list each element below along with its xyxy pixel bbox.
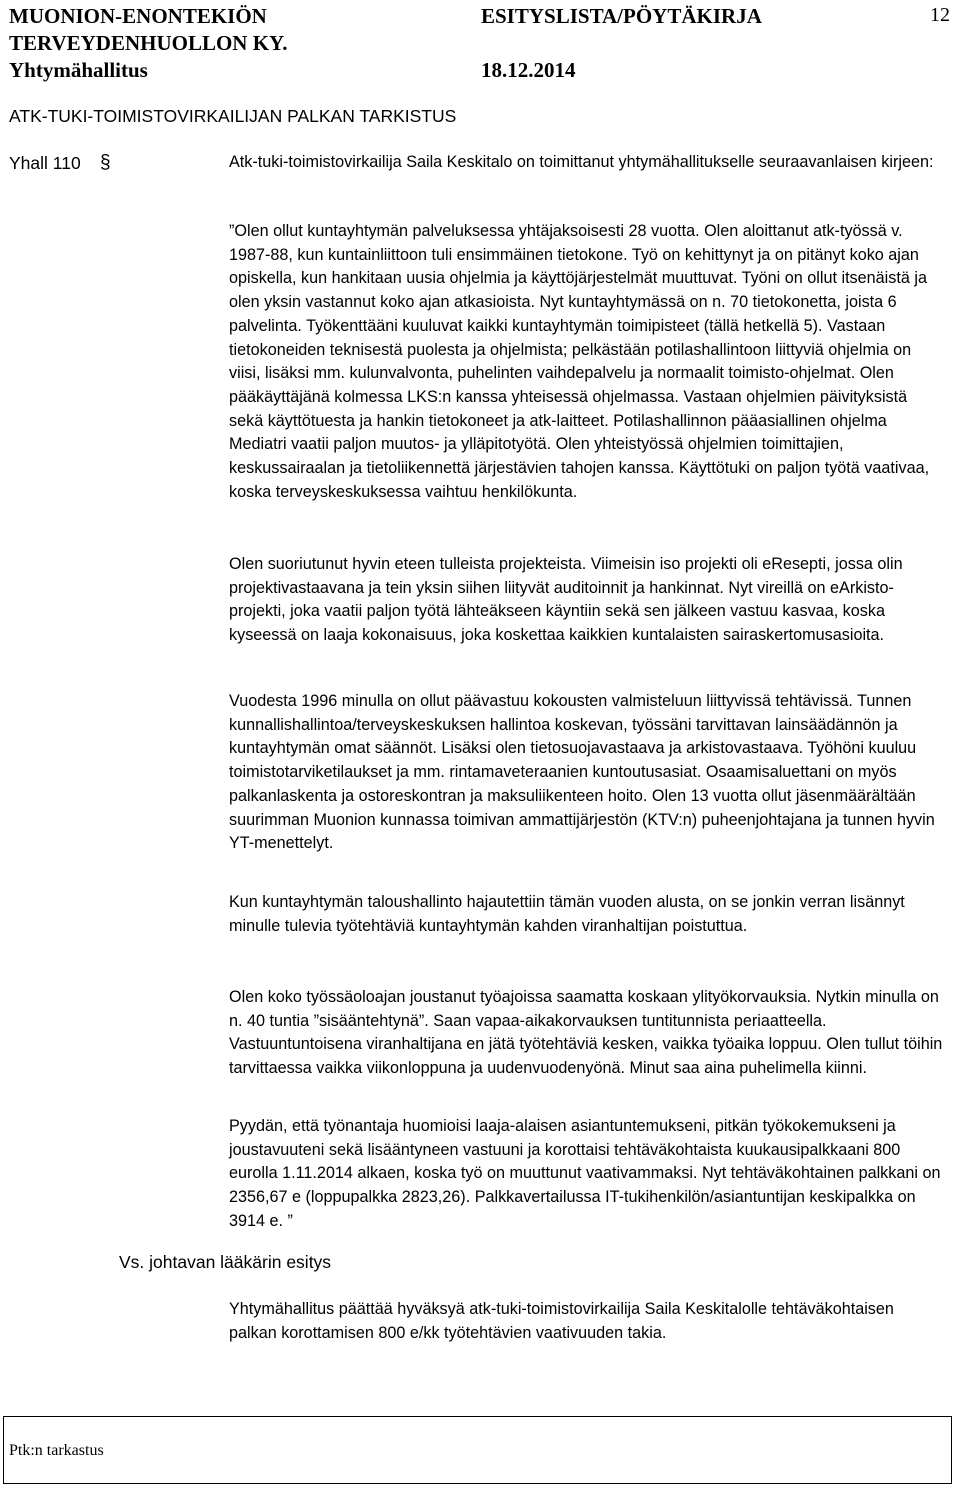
case-id: Yhall 110 [9,153,81,173]
letter-paragraph-4: Kun kuntayhtymän taloushallinto hajautettiin tämän vuoden alusta, on se jonkin verran lisännyt minulle tulevia työtehtäviä kuntayhtymän kahden viranhaltijan poistuttua. [229,893,905,935]
letter-paragraph-5: Olen koko työssäoloajan joustanut työajoissa saamatta koskaan ylityökorvauksia. Nytkin minulla on n. 40 tuntia ”sisääntehtynä”. Saan vapaa-aikakorvauksen tuntitunnista periaatteella. Vastuuntuntoisena viranhaltijana en jätä työtehtäviä kesken, vaikka työaika loppuu. Olen tullut töihin tarvittaessa vaikka viikonloppuna ja uudenvuodenyönä. Minut saa aina puhelimella kiinni. [229,988,943,1078]
minutes-check-box [3,1416,952,1484]
org-name-line2: TERVEYDENHUOLLON KY. [9,31,288,55]
meeting-date: 18.12.2014 [481,58,576,82]
intro-paragraph: Atk-tuki-toimistovirkailija Saila Keskitalo on toimittanut yhtymähallitukselle seuraavanlaisen kirjeen: [229,153,934,171]
section-title: ATK-TUKI-TOIMISTOVIRKAILIJAN PALKAN TARKISTUS [9,106,457,126]
minutes-check-label: Ptk:n tarkastus [9,1442,104,1459]
letter-paragraph-6: Pyydän, että työnantaja huomioisi laaja-alaisen asiantuntemukseni, pitkän työkokemukseni ja joustavuuteni sekä lisääntyneen vastuuni ja korottaisi tehtäväkohtaista kuukausipalkkaani 800 eurolla 1.11.2014 alkaen, koska työ on muuttunut vaativammaksi. Nyt tehtäväkohtainen palkkani on 2356,67 e (loppupalkka 2823,26). Palkkavertailussa IT-tukihenkilön/asiantuntijan keskipalkka on 3914 e. ” [229,1117,941,1230]
proposal-label: Vs. johtavan lääkärin esitys [119,1252,332,1272]
proposal-paragraph: Yhtymähallitus päättää hyväksyä atk-tuki-toimistovirkailija Saila Keskitalolle tehtäväkohtaisen palkan korottamisen 800 e/kk työtehtävien vaativuuden takia. [229,1300,894,1342]
letter-paragraph-1: ”Olen ollut kuntayhtymän palveluksessa yhtäjaksoisesti 28 vuotta. Olen aloittanut atk-työssä v. 1987-88, kun kuntainliittoon tuli ensimmäinen tietokone. Työ on kehittynyt ja on pitänyt koko ajan opiskella, kun hankitaan uusia ohjelmia ja käyttöjärjestelmät muuttuvat. Työni on ollut itsenäistä ja olen yksin vastannut koko ajan atkasioista. Nyt kuntayhtymässä on n. 70 tietokonetta, joista 6 palvelinta. Työkenttääni kuuluvat kaikki kuntayhtymän toimipisteet (tällä hetkellä 5). Vastaan tietokoneiden teknisestä puolesta ja ohjelmista; pelkästään potilashallintoon liittyviä ohjelmia on viisi, lisäksi mm. kulunvalvonta, puhelinten vaihdepalvelu ja normaalit toimisto-ohjelmat. Olen pääkäyttäjänä kolmessa LKS:n kanssa yhteisessä ohjelmassa. Vastaan ohjelmien päivityksistä sekä käyttötuesta ja hankin tietokoneet ja atk-laitteet. Potilashallinnon pääasiallinen ohjelma Mediatri vaatii paljon muutos- ja ylläpitotyötä. Olen yhteistyössä ohjelmien toimittajien, keskussairaalan ja tietoliikennettä järjestävien tahojen kanssa. Käyttötuki on paljon työtä vaativaa, koska terveyskeskuksessa vaihtuu henkilökunta. [229,222,930,501]
page-number: 12 [930,4,950,26]
board-name: Yhtymähallitus [9,58,148,82]
letter-paragraph-3: Vuodesta 1996 minulla on ollut päävastuu kokousten valmisteluun liittyvissä tehtävissä. Tunnen kunnallishallintoa/terveyskeskuksen hallintoa koskevan, työssäni tarvittavan lainsäädännön ja kuntayhtymän omat säännöt. Lisäksi olen tietosuojavastaava ja arkistovastaava. Työhöni kuuluu toimistotarviketilaukset ja mm. rintamaveteraanien kuntoutusasiat. Osaamisaluettani on myös palkanlaskenta ja ostoreskontran ja maksuliikenteen hoito. Olen 13 vuotta ollut jäsenmäärältään suurimman Muonion kunnassa toimivan ammattijärjestön (KTV:n) puheenjohtajana ja tunnen hyvin YT-menettelyt. [229,692,935,853]
letter-paragraph-2: Olen suoriutunut hyvin eteen tulleista projekteista. Viimeisin iso projekti oli eResepti, jossa olin projektivastaavana ja tein yksin siihen liityvät auditoinnit ja hankinnat. Nyt vireillä on eArkisto-projekti, joka vaatii paljon työtä lähteäkseen käyntiin sekä sen jälkeen vastuu kasvaa, koska kyseessä on laaja kokonaisuus, joka koskettaa kaikkien kuntalaisten sairaskertomusasioita. [229,555,903,645]
document-type: ESITYSLISTA/PÖYTÄKIRJA [481,4,762,28]
org-name-line1: MUONION-ENONTEKIÖN [9,4,267,28]
paragraph-symbol: § [100,152,111,173]
